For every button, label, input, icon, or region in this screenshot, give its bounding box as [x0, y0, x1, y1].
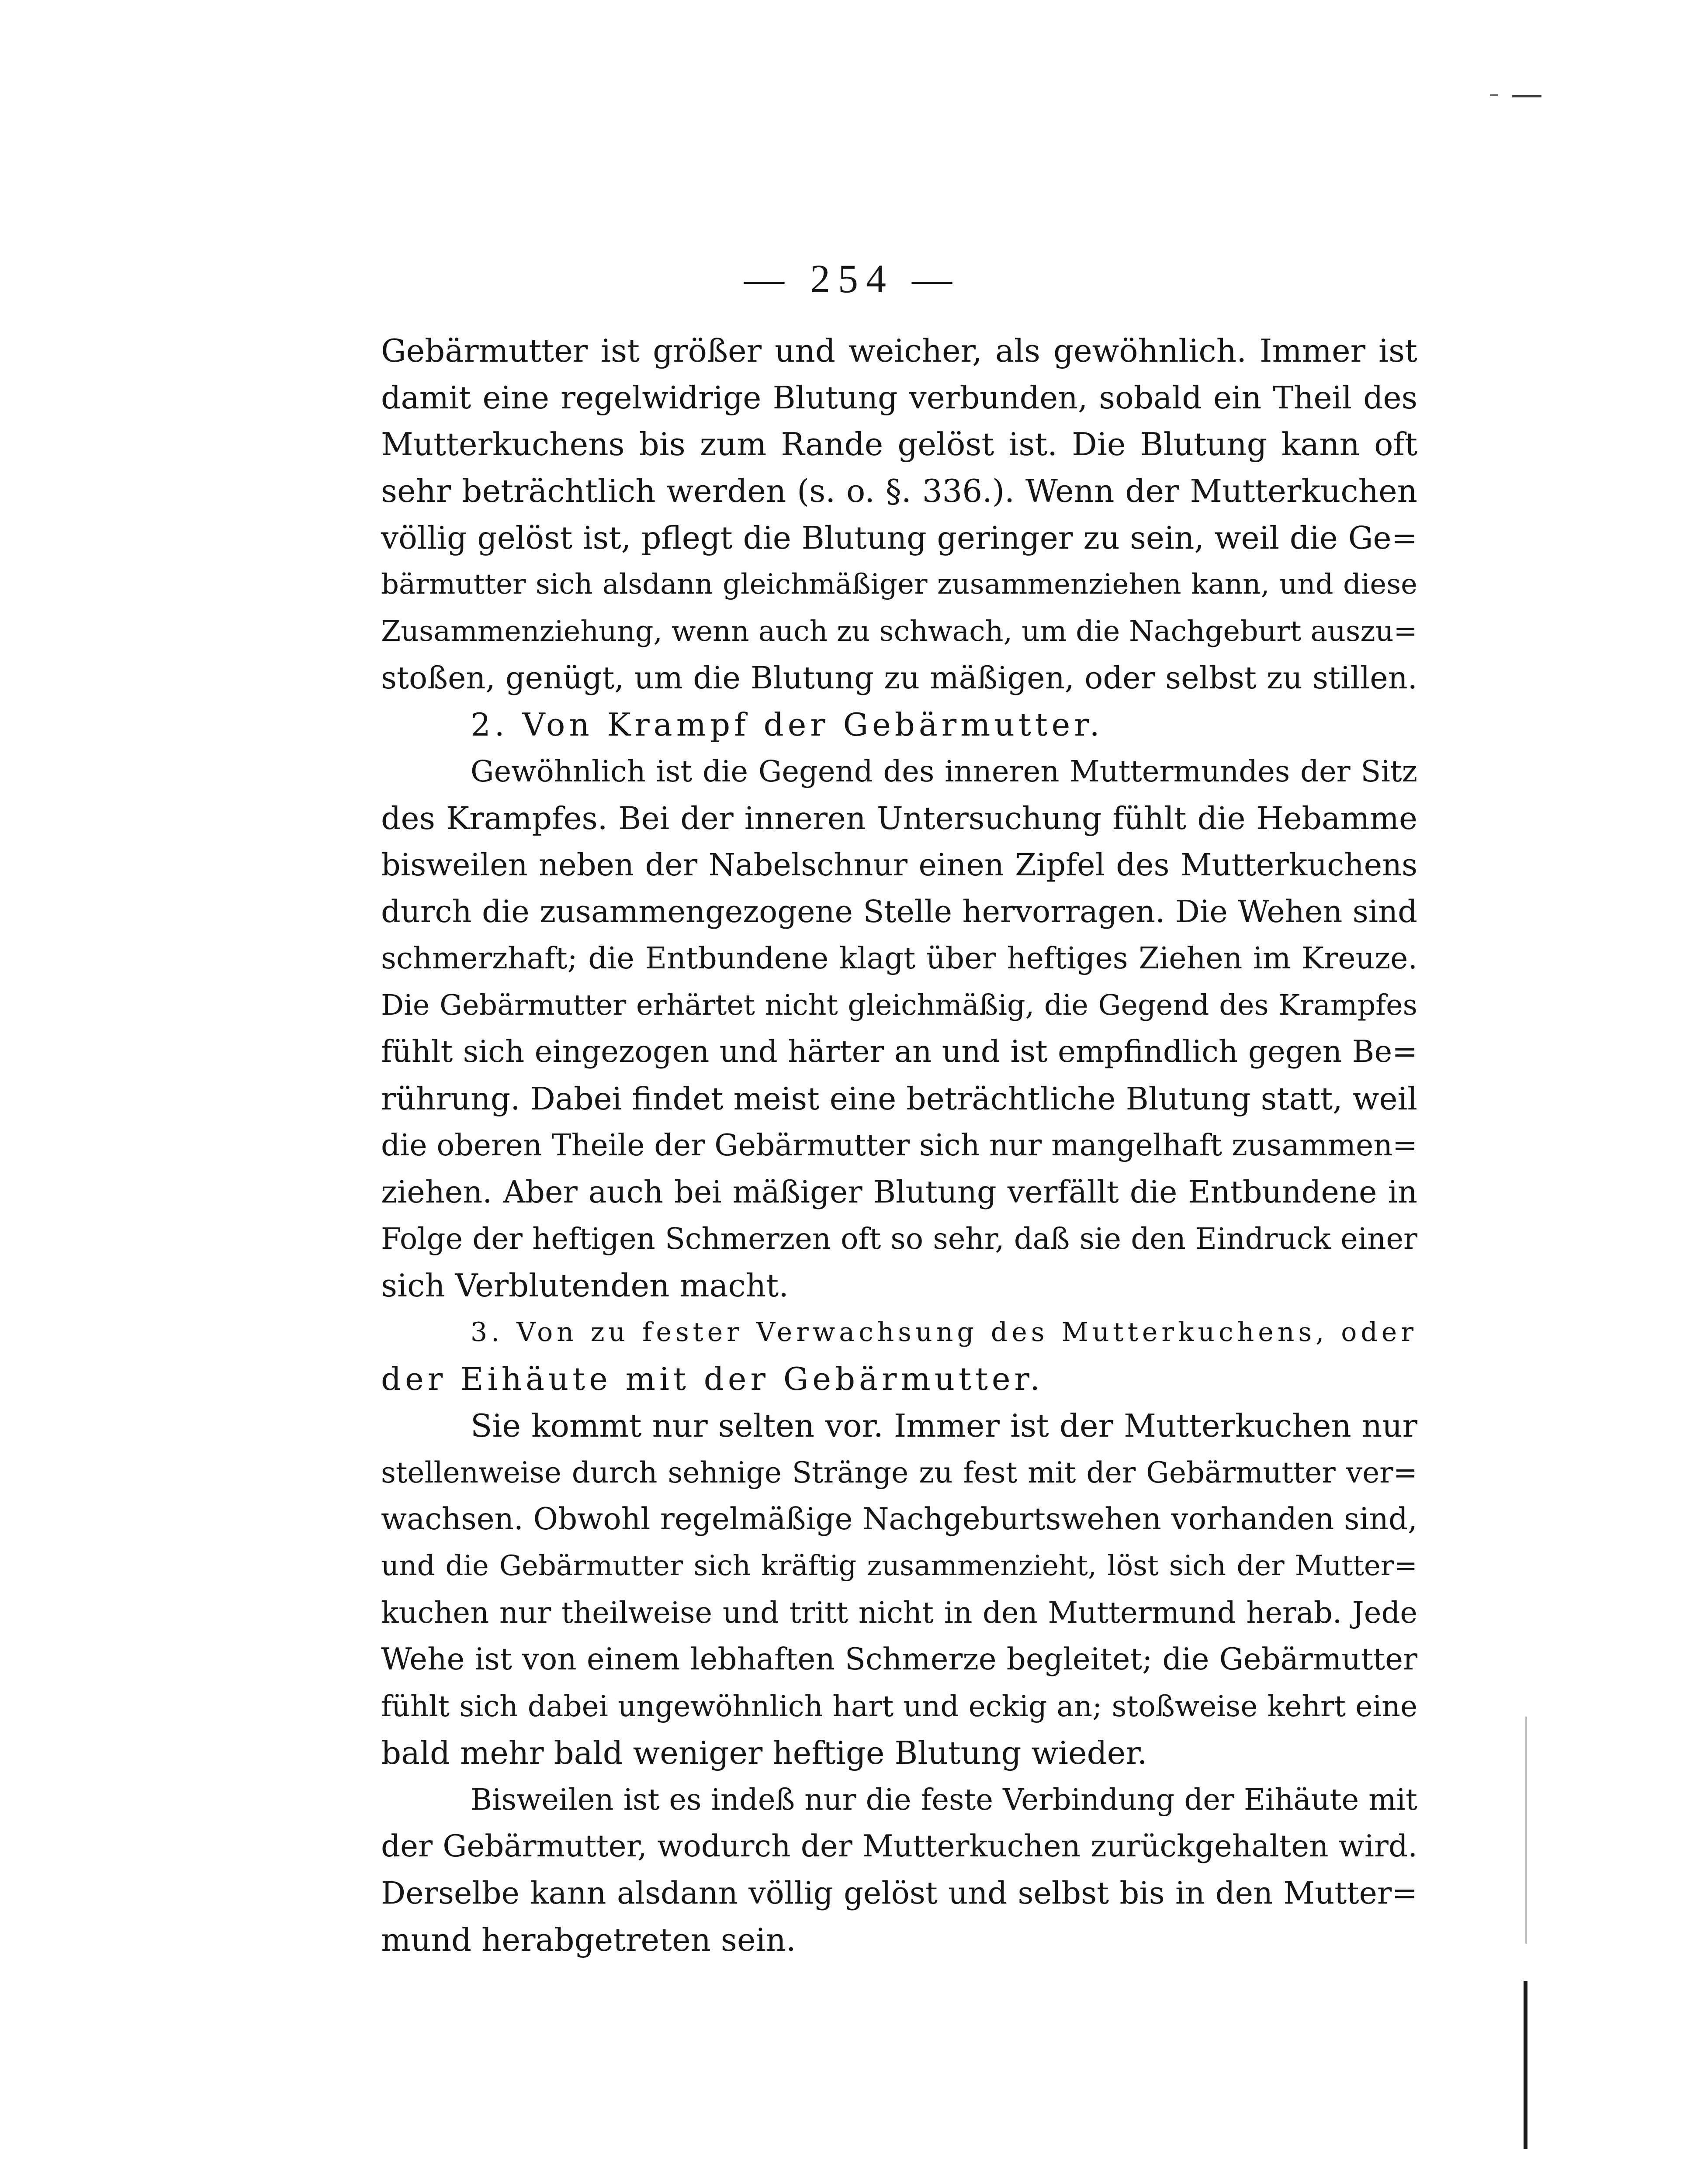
- text-line: fühlt sich eingezogen und härter an und ist empfindlich gegen Be=: [381, 1034, 1417, 1069]
- text-line: bald mehr bald weniger heftige Blutung wieder.: [381, 1735, 1147, 1771]
- page-number: — 254 —: [744, 256, 960, 301]
- scan-mark: [1512, 95, 1541, 97]
- text-line: wachsen. Obwohl regelmäßige Nachgeburtswehen vorhanden sind,: [381, 1502, 1417, 1537]
- text-line: schmerzhaft; die Entbundene klagt über heftiges Ziehen im Kreuze.: [381, 941, 1417, 976]
- text-line: fühlt sich dabei ungewöhnlich hart und eckig an; stoßweise kehrt eine: [381, 1690, 1417, 1723]
- text-line: bärmutter sich alsdann gleichmäßiger zusammenziehen kann, und diese: [381, 568, 1417, 601]
- text-line: bisweilen neben der Nabelschnur einen Zipfel des Mutterkuchens: [381, 847, 1417, 883]
- text-line: durch die zusammengezogene Stelle hervorragen. Die Wehen sind: [381, 894, 1417, 930]
- text-line: Bisweilen ist es indeß nur die feste Verbindung der Eihäute mit: [471, 1783, 1417, 1817]
- text-line: Mutterkuchens bis zum Rande gelöst ist. Die Blutung kann oft: [381, 426, 1417, 463]
- text-line: völlig gelöst ist, pflegt die Blutung geringer zu sein, weil die Ge=: [381, 520, 1417, 556]
- text-line: rührung. Dabei findet meist eine beträchtliche Blutung statt, weil: [381, 1081, 1417, 1117]
- text-line: der Gebärmutter, wodurch der Mutterkuchen zurückgehalten wird.: [381, 1829, 1417, 1864]
- text-line: damit eine regelwidrige Blutung verbunden, sobald ein Theil des: [381, 380, 1417, 416]
- text-line: und die Gebärmutter sich kräftig zusammenzieht, löst sich der Mutter=: [381, 1550, 1417, 1582]
- text-line: kuchen nur theilweise und tritt nicht in den Muttermund herab. Jede: [381, 1596, 1417, 1630]
- text-line: des Krampfes. Bei der inneren Untersuchung fühlt die Hebamme: [381, 800, 1417, 836]
- text-line: Sie kommt nur selten vor. Immer ist der Mutterkuchen nur: [471, 1407, 1417, 1444]
- text-line: Die Gebärmutter erhärtet nicht gleichmäßig, die Gegend des Krampfes: [381, 989, 1417, 1022]
- section-heading-line: 3. Von zu fester Verwachsung des Mutterkuchens, oder: [471, 1317, 1417, 1348]
- text-line: Folge der heftigen Schmerzen oft so sehr, daß sie den Eindruck einer: [381, 1222, 1417, 1256]
- text-line: Derselbe kann alsdann völlig gelöst und selbst bis in den Mutter=: [381, 1875, 1417, 1911]
- section-heading-line: 2. Von Krampf der Gebärmutter.: [471, 706, 1104, 743]
- page-edge-shadow: [1525, 1717, 1527, 1944]
- text-line: Gebärmutter ist größer und weicher, als gewöhnlich. Immer ist: [381, 332, 1417, 369]
- text-line: stellenweise durch sehnige Stränge zu fest mit der Gebärmutter ver=: [381, 1456, 1417, 1489]
- text-line: stoßen, genügt, um die Blutung zu mäßigen, oder selbst zu stillen.: [381, 660, 1417, 696]
- section-heading-line: der Eihäute mit der Gebärmutter.: [381, 1361, 1044, 1397]
- scan-mark: [1490, 94, 1498, 96]
- text-line: mund herabgetreten sein.: [381, 1921, 796, 1958]
- text-line: Zusammenziehung, wenn auch zu schwach, um die Nachgeburt auszu=: [381, 615, 1417, 648]
- text-line: Gewöhnlich ist die Gegend des inneren Muttermundes der Sitz: [471, 754, 1417, 788]
- text-line: ziehen. Aber auch bei mäßiger Blutung verfällt die Entbundene in: [381, 1174, 1417, 1210]
- text-line: Wehe ist von einem lebhaften Schmerze begleitet; die Gebärmutter: [381, 1642, 1417, 1677]
- text-line: sehr beträchtlich werden (s. o. §. 336.). Wenn der Mutterkuchen: [381, 473, 1417, 509]
- body-text: [381, 328, 1417, 1963]
- text-line: die oberen Theile der Gebärmutter sich nur mangelhaft zusammen=: [381, 1128, 1417, 1163]
- text-line: sich Verblutenden macht.: [381, 1267, 789, 1304]
- page-edge-rule: [1524, 1981, 1527, 2149]
